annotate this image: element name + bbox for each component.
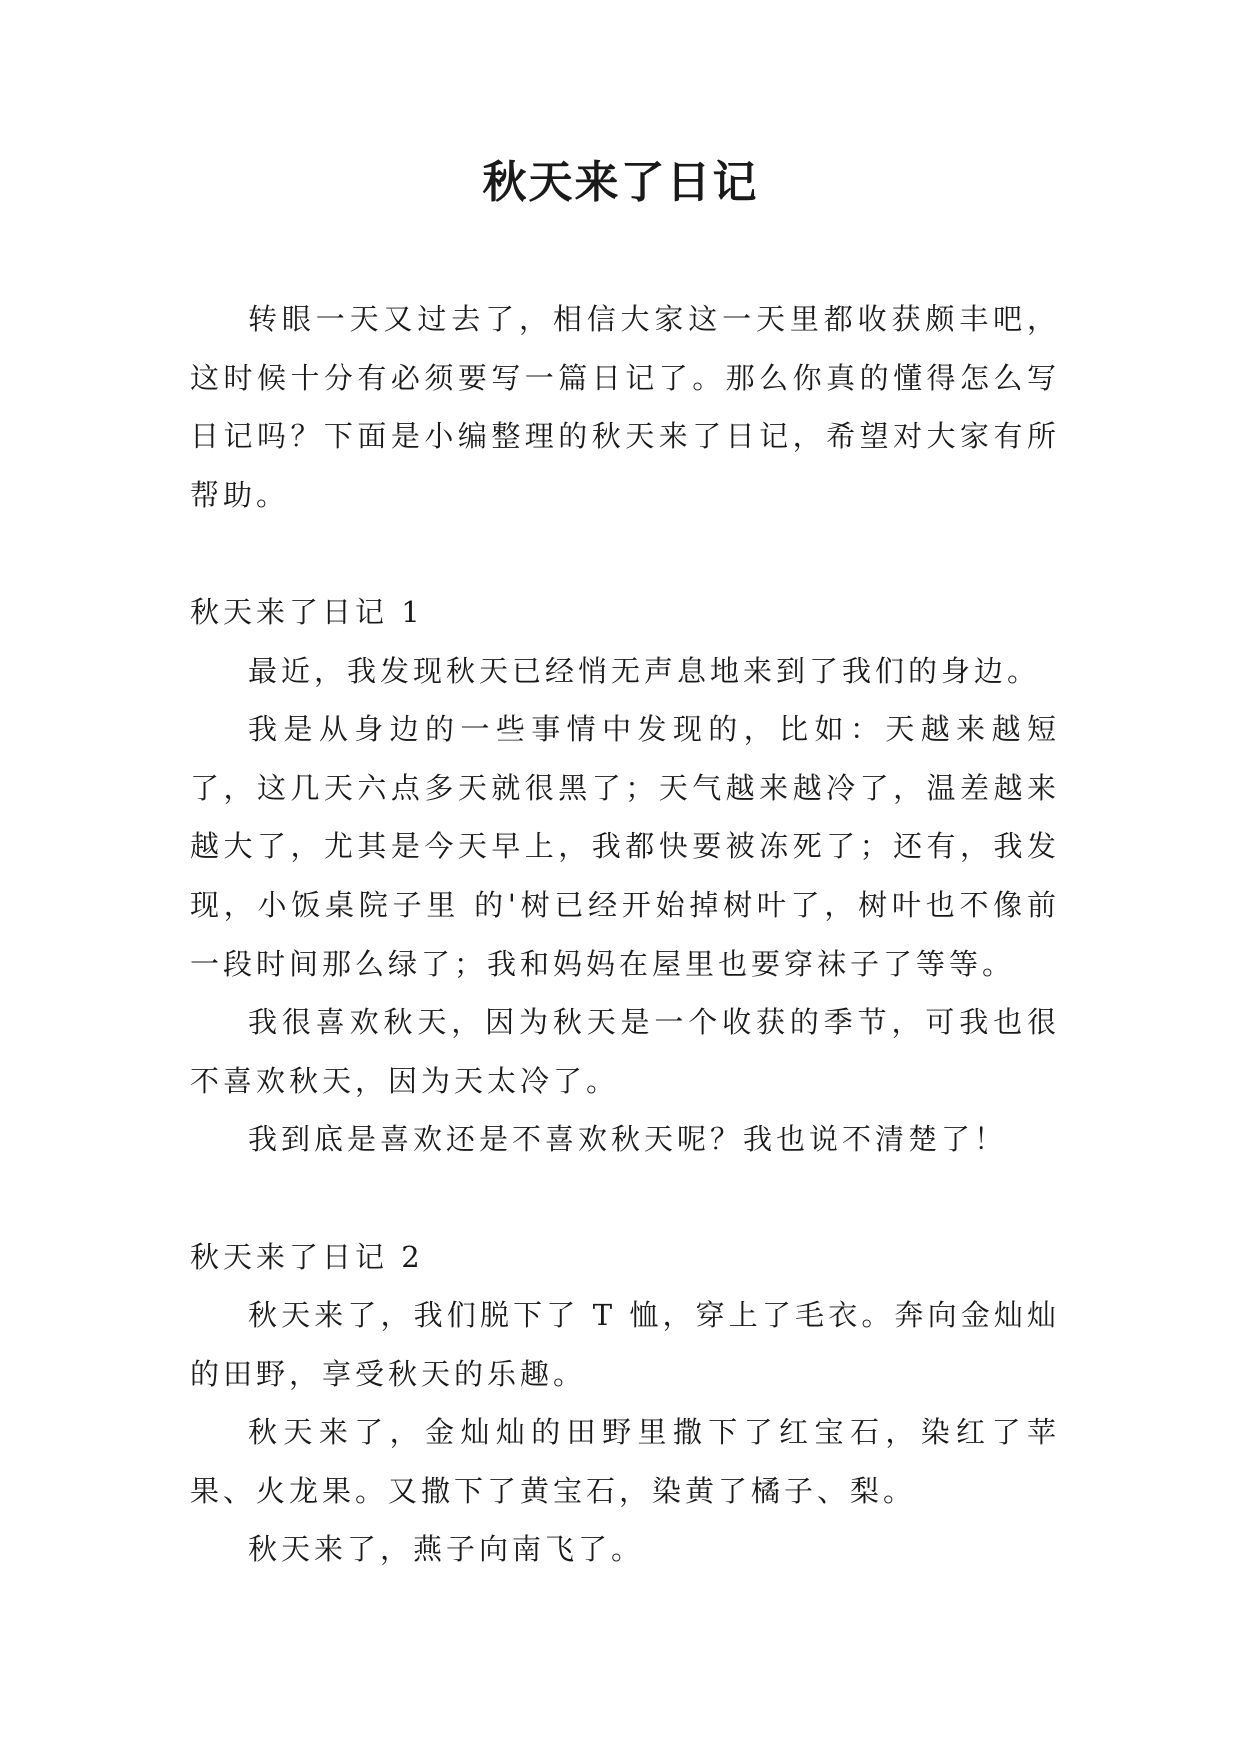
section-1-paragraph-2: 我是从身边的一些事情中发现的，比如：天越来越短了，这几天六点多天就很黑了；天气越来越冷了，温差越来越大了，尤其是今天早上，我都快要被冻死了；还有，我发现，小饭桌院子里 的'树已经开始掉树叶了，树叶也不像前一段时间那么绿了；我和妈妈在屋里也要穿袜子了等等。 bbox=[190, 712, 1060, 981]
section-2-paragraph-1: 秋天来了，我们脱下了 T 恤，穿上了毛衣。奔向金灿灿的田野，享受秋天的乐趣。 bbox=[190, 1298, 1060, 1391]
section-2-paragraph-3: 秋天来了，燕子向南飞了。 bbox=[248, 1532, 645, 1567]
section-1-paragraph-3: 我很喜欢秋天，因为秋天是一个收获的季节，可我也很不喜欢秋天，因为天太冷了。 bbox=[190, 1005, 1060, 1098]
section-heading-1: 秋天来了日记 1 bbox=[190, 594, 424, 629]
section-2-paragraph-2: 秋天来了，金灿灿的田野里撒下了红宝石，染红了苹果、火龙果。又撒下了黄宝石，染黄了橘子、梨。 bbox=[190, 1415, 1060, 1508]
section-spacer bbox=[190, 1169, 1060, 1228]
section-heading-2: 秋天来了日记 2 bbox=[190, 1239, 424, 1274]
section-spacer bbox=[190, 524, 1060, 583]
intro-paragraph: 转眼一天又过去了，相信大家这一天里都收获颇丰吧，这时候十分有必须要写一篇日记了。那么你真的懂得怎么写日记吗？下面是小编整理的秋天来了日记，希望对大家有所帮助。 bbox=[190, 302, 1060, 512]
document-body bbox=[190, 290, 1060, 1579]
section-1-paragraph-4: 我到底是喜欢还是不喜欢秋天呢？我也说不清楚了！ bbox=[248, 1122, 1008, 1157]
section-1-paragraph-1: 最近，我发现秋天已经悄无声息地来到了我们的身边。 bbox=[248, 653, 1041, 688]
document-title: 秋天来了日记 bbox=[482, 157, 759, 208]
